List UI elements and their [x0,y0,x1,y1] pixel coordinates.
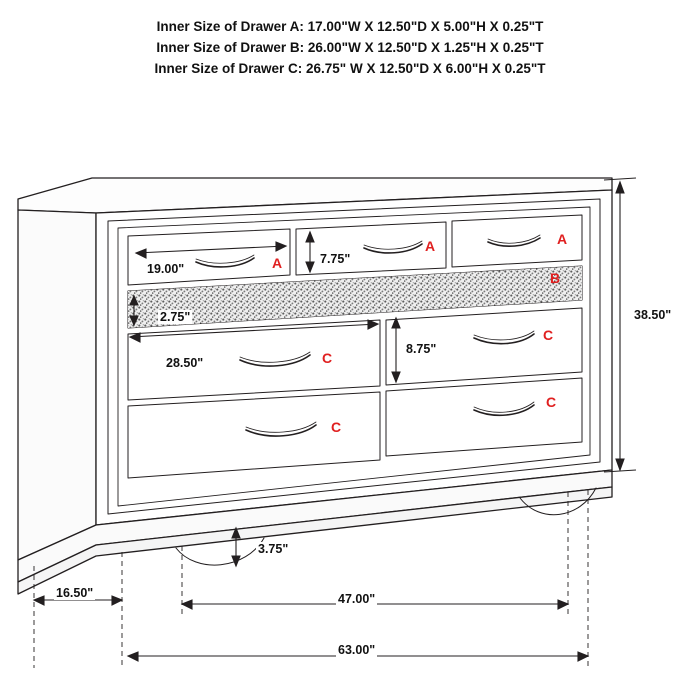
spec-line-drawer-a: Inner Size of Drawer A: 17.00"W X 12.50"D X 5.00"H X 0.25"T [156,19,544,34]
dim-base-height: 3.75" [258,542,289,556]
drawer-letter-a-middle: A [425,238,436,254]
dim-front-width: 47.00" [338,592,376,606]
drawer-letter-c-right-upper: C [543,327,554,343]
spec-line-drawer-b: Inner Size of Drawer B: 26.00"W X 12.50"D X 1.25"H X 0.25"T [156,40,544,55]
dim-total-height: 38.50" [634,308,672,322]
dim-depth: 16.50" [56,586,94,600]
drawer-letter-c-left-lower: C [331,419,342,435]
dim-drawer-a-width: 19.00" [147,262,185,276]
drawer-letter-a-right: A [557,231,568,247]
dim-total-width: 63.00" [338,643,376,657]
dim-drawer-c-height: 8.75" [406,342,437,356]
drawer-letter-c-left-upper: C [322,350,333,366]
dim-drawer-c-width: 28.50" [166,356,204,370]
drawer-letter-b: B [550,270,561,286]
dim-drawer-a-height: 7.75" [320,252,351,266]
drawer-letter-a-left: A [272,255,283,271]
drawer-letter-c-right-lower: C [546,394,557,410]
dim-drawer-b-height: 2.75" [160,310,191,324]
spec-line-drawer-c: Inner Size of Drawer C: 26.75" W X 12.50"D X 6.00"H X 0.25"T [154,61,546,76]
